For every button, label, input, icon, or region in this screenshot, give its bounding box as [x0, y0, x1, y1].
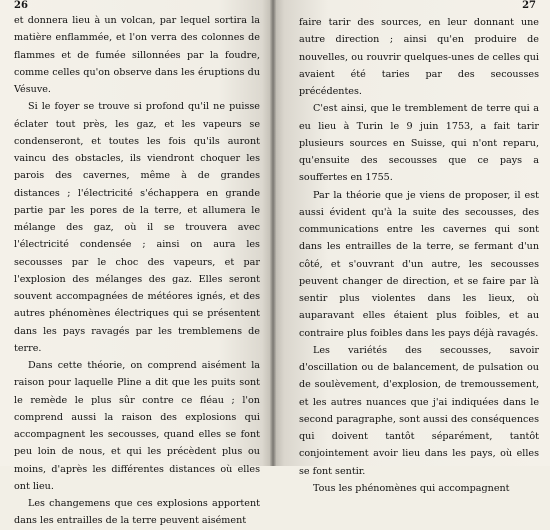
page-number: 27 — [522, 0, 536, 11]
page-body — [14, 12, 260, 530]
paragraph: Dans cette théorie, on comprend aisément la raison pour laquelle Pline a dit que les puits sont le remède le plus sûr contre ce fléau ; l'on comprend aussi la raison des explosions qui accompagnent les secousses, quand elles se font peu loin de nous, et qui les précèdent plus ou moins, d'après les différentes distances où elles ont lieu. — [14, 360, 260, 492]
left-page — [0, 0, 273, 527]
page-number: 26 — [14, 0, 28, 11]
paragraph: C'est ainsi, que le tremblement de terre qui a eu lieu à Turin le 9 juin 1753, a fait tarir plusieurs sources en Suisse, qui n'ont reparu, qu'ensuite des secousses que ce pays a souffertes en 1755. — [299, 103, 539, 184]
book-gutter — [270, 0, 276, 466]
paragraph: Tous les phénomènes qui accompagnent — [313, 482, 510, 494]
paragraph: Si le foyer se trouve si profond qu'il ne puisse éclater tout près, les gaz, et les vapeurs se condenseront, et toutes les fois qu'ils auront vaincu des obstacles, ils viendront choquer les parois des cavernes, même à de grandes distances ; l'électricité s'échappera en grande partie par les pores de la terre, et allumera le mélange des gaz, où il se trouvera avec l'électricité condensée ; ainsi on aura les secousses par le choc des vapeurs, et par l'explosion des mélanges des gaz. Elles seront souvent accompagnées de météores ignés, et des autres phénomènes électriques qui se présentent dans les pays ravagés par les tremblemens de terre. — [14, 101, 260, 354]
page-body — [299, 14, 539, 497]
paragraph: faire tarir des sources, en leur donnant une autre direction ; ainsi qu'en produire de nouvelles, ou rouvrir quelques-unes de celles qui avaient été taries par des secousses précédentes. — [299, 17, 539, 97]
paragraph: Par la théorie que je viens de proposer, il est aussi évident qu'à la suite des secousses, des communications entre les cavernes qui sont dans les entrailles de la terre, se fermant d'un côté, et s'ouvrant d'un autre, les secousses peuvent changer de direction, et se faire par là sentir plus violentes dans les lieux, où auparavant elles étaient plus foibles, et au contraire plus foibles dans les pays déjà ravagés. — [299, 189, 539, 339]
right-page — [273, 0, 550, 494]
paragraph: Les changemens que ces explosions apportent dans les entrailles de la terre peuvent aisément — [14, 498, 260, 527]
paragraph: et donnera lieu à un volcan, par lequel sortira la matière enflammée, et l'on verra des colonnes de flammes et de fumée sillonnées par la foudre, comme celles qu'on observe dans les éruptions du Vésuve. — [14, 15, 260, 95]
paragraph: Les variétés des secousses, savoir d'oscillation ou de balancement, de pulsation ou de soulèvement, d'explosion, de tremoussement, et les autres nuances que j'ai indiquées dans le second paragraphe, sont aussi des conséquences qui doivent tantôt séparément, tantôt conjointement avoir lieu dans les pays, où elles se font sentir. — [299, 344, 539, 477]
